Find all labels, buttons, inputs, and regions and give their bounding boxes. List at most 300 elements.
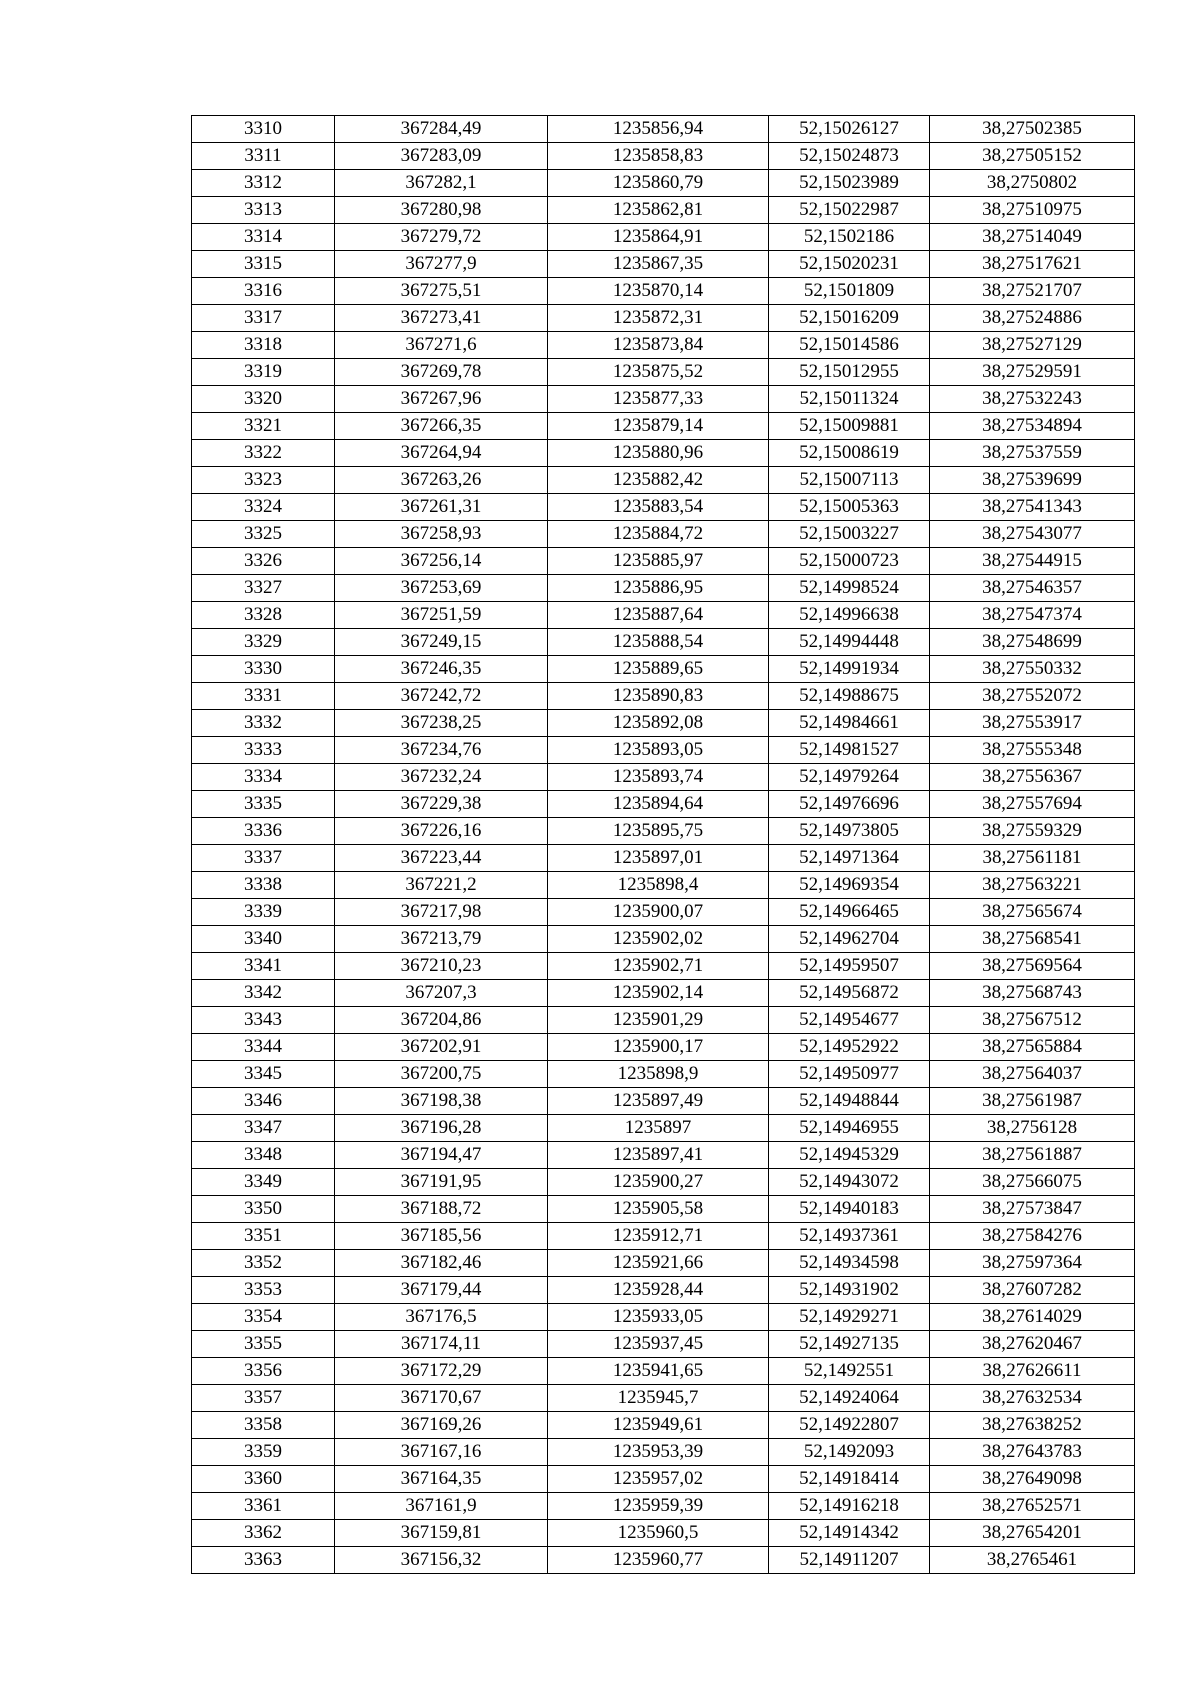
latitude-cell: 52,14916218 — [769, 1493, 930, 1520]
longitude-cell: 38,27505152 — [930, 143, 1135, 170]
table-row — [192, 1547, 1135, 1574]
table-row — [192, 710, 1135, 737]
point-number-cell: 3354 — [192, 1304, 335, 1331]
longitude-cell: 38,27550332 — [930, 656, 1135, 683]
y-coordinate-cell: 1235873,84 — [548, 332, 769, 359]
x-coordinate-cell: 367284,49 — [335, 116, 548, 143]
longitude-cell: 38,27527129 — [930, 332, 1135, 359]
y-coordinate-cell: 1235888,54 — [548, 629, 769, 656]
latitude-cell: 52,15022987 — [769, 197, 930, 224]
table-row — [192, 764, 1135, 791]
y-coordinate-cell: 1235900,07 — [548, 899, 769, 926]
point-number-cell: 3310 — [192, 116, 335, 143]
latitude-cell: 52,15000723 — [769, 548, 930, 575]
table-row — [192, 683, 1135, 710]
table-row — [192, 656, 1135, 683]
point-number-cell: 3336 — [192, 818, 335, 845]
table-row — [192, 494, 1135, 521]
table-row — [192, 170, 1135, 197]
table-row — [192, 467, 1135, 494]
point-number-cell: 3335 — [192, 791, 335, 818]
table-row — [192, 1034, 1135, 1061]
x-coordinate-cell: 367271,6 — [335, 332, 548, 359]
latitude-cell: 52,15020231 — [769, 251, 930, 278]
longitude-cell: 38,27510975 — [930, 197, 1135, 224]
longitude-cell: 38,27553917 — [930, 710, 1135, 737]
longitude-cell: 38,27539699 — [930, 467, 1135, 494]
table-row — [192, 440, 1135, 467]
y-coordinate-cell: 1235897,41 — [548, 1142, 769, 1169]
table-row — [192, 602, 1135, 629]
x-coordinate-cell: 367194,47 — [335, 1142, 548, 1169]
longitude-cell: 38,27638252 — [930, 1412, 1135, 1439]
latitude-cell: 52,14971364 — [769, 845, 930, 872]
table-row — [192, 1169, 1135, 1196]
x-coordinate-cell: 367196,28 — [335, 1115, 548, 1142]
point-number-cell: 3314 — [192, 224, 335, 251]
point-number-cell: 3329 — [192, 629, 335, 656]
point-number-cell: 3339 — [192, 899, 335, 926]
latitude-cell: 52,14911207 — [769, 1547, 930, 1574]
latitude-cell: 52,14976696 — [769, 791, 930, 818]
longitude-cell: 38,27561887 — [930, 1142, 1135, 1169]
x-coordinate-cell: 367256,14 — [335, 548, 548, 575]
x-coordinate-cell: 367229,38 — [335, 791, 548, 818]
point-number-cell: 3340 — [192, 926, 335, 953]
longitude-cell: 38,27534894 — [930, 413, 1135, 440]
latitude-cell: 52,15012955 — [769, 359, 930, 386]
x-coordinate-cell: 367185,56 — [335, 1223, 548, 1250]
x-coordinate-cell: 367210,23 — [335, 953, 548, 980]
table-row — [192, 899, 1135, 926]
point-number-cell: 3332 — [192, 710, 335, 737]
x-coordinate-cell: 367263,26 — [335, 467, 548, 494]
latitude-cell: 52,14991934 — [769, 656, 930, 683]
latitude-cell: 52,14962704 — [769, 926, 930, 953]
y-coordinate-cell: 1235890,83 — [548, 683, 769, 710]
point-number-cell: 3348 — [192, 1142, 335, 1169]
table-row — [192, 143, 1135, 170]
x-coordinate-cell: 367223,44 — [335, 845, 548, 872]
point-number-cell: 3352 — [192, 1250, 335, 1277]
y-coordinate-cell: 1235870,14 — [548, 278, 769, 305]
x-coordinate-cell: 367217,98 — [335, 899, 548, 926]
x-coordinate-cell: 367232,24 — [335, 764, 548, 791]
latitude-cell: 52,14994448 — [769, 629, 930, 656]
table-row — [192, 305, 1135, 332]
table-row — [192, 359, 1135, 386]
longitude-cell: 38,27559329 — [930, 818, 1135, 845]
longitude-cell: 38,27555348 — [930, 737, 1135, 764]
latitude-cell: 52,14954677 — [769, 1007, 930, 1034]
latitude-cell: 52,14988675 — [769, 683, 930, 710]
point-number-cell: 3363 — [192, 1547, 335, 1574]
point-number-cell: 3362 — [192, 1520, 335, 1547]
y-coordinate-cell: 1235862,81 — [548, 197, 769, 224]
point-number-cell: 3331 — [192, 683, 335, 710]
y-coordinate-cell: 1235957,02 — [548, 1466, 769, 1493]
longitude-cell: 38,27568541 — [930, 926, 1135, 953]
table-row — [192, 1520, 1135, 1547]
y-coordinate-cell: 1235900,17 — [548, 1034, 769, 1061]
latitude-cell: 52,14918414 — [769, 1466, 930, 1493]
latitude-cell: 52,14945329 — [769, 1142, 930, 1169]
x-coordinate-cell: 367172,29 — [335, 1358, 548, 1385]
y-coordinate-cell: 1235902,71 — [548, 953, 769, 980]
longitude-cell: 38,27521707 — [930, 278, 1135, 305]
longitude-cell: 38,27649098 — [930, 1466, 1135, 1493]
latitude-cell: 52,14924064 — [769, 1385, 930, 1412]
table-row — [192, 386, 1135, 413]
table-row — [192, 1007, 1135, 1034]
x-coordinate-cell: 367164,35 — [335, 1466, 548, 1493]
point-number-cell: 3322 — [192, 440, 335, 467]
table-row — [192, 548, 1135, 575]
x-coordinate-cell: 367242,72 — [335, 683, 548, 710]
longitude-cell: 38,2765461 — [930, 1547, 1135, 1574]
point-number-cell: 3334 — [192, 764, 335, 791]
x-coordinate-cell: 367198,38 — [335, 1088, 548, 1115]
table-row — [192, 197, 1135, 224]
y-coordinate-cell: 1235960,77 — [548, 1547, 769, 1574]
point-number-cell: 3343 — [192, 1007, 335, 1034]
y-coordinate-cell: 1235902,14 — [548, 980, 769, 1007]
y-coordinate-cell: 1235875,52 — [548, 359, 769, 386]
latitude-cell: 52,14922807 — [769, 1412, 930, 1439]
latitude-cell: 52,14959507 — [769, 953, 930, 980]
x-coordinate-cell: 367179,44 — [335, 1277, 548, 1304]
point-number-cell: 3327 — [192, 575, 335, 602]
longitude-cell: 38,27557694 — [930, 791, 1135, 818]
point-number-cell: 3346 — [192, 1088, 335, 1115]
longitude-cell: 38,27565884 — [930, 1034, 1135, 1061]
longitude-cell: 38,27541343 — [930, 494, 1135, 521]
point-number-cell: 3359 — [192, 1439, 335, 1466]
y-coordinate-cell: 1235941,65 — [548, 1358, 769, 1385]
x-coordinate-cell: 367264,94 — [335, 440, 548, 467]
point-number-cell: 3328 — [192, 602, 335, 629]
point-number-cell: 3345 — [192, 1061, 335, 1088]
longitude-cell: 38,27566075 — [930, 1169, 1135, 1196]
table-row — [192, 116, 1135, 143]
point-number-cell: 3344 — [192, 1034, 335, 1061]
point-number-cell: 3317 — [192, 305, 335, 332]
x-coordinate-cell: 367261,31 — [335, 494, 548, 521]
latitude-cell: 52,14940183 — [769, 1196, 930, 1223]
latitude-cell: 52,15008619 — [769, 440, 930, 467]
y-coordinate-cell: 1235858,83 — [548, 143, 769, 170]
table-row — [192, 1331, 1135, 1358]
point-number-cell: 3320 — [192, 386, 335, 413]
x-coordinate-cell: 367221,2 — [335, 872, 548, 899]
latitude-cell: 52,14981527 — [769, 737, 930, 764]
point-number-cell: 3325 — [192, 521, 335, 548]
x-coordinate-cell: 367273,41 — [335, 305, 548, 332]
latitude-cell: 52,15011324 — [769, 386, 930, 413]
x-coordinate-cell: 367191,95 — [335, 1169, 548, 1196]
latitude-cell: 52,14946955 — [769, 1115, 930, 1142]
y-coordinate-cell: 1235897,49 — [548, 1088, 769, 1115]
point-number-cell: 3337 — [192, 845, 335, 872]
point-number-cell: 3330 — [192, 656, 335, 683]
table-row — [192, 980, 1135, 1007]
table-row — [192, 278, 1135, 305]
longitude-cell: 38,27561181 — [930, 845, 1135, 872]
table-row — [192, 575, 1135, 602]
table-row — [192, 1385, 1135, 1412]
latitude-cell: 52,14966465 — [769, 899, 930, 926]
latitude-cell: 52,14969354 — [769, 872, 930, 899]
point-number-cell: 3319 — [192, 359, 335, 386]
point-number-cell: 3321 — [192, 413, 335, 440]
x-coordinate-cell: 367207,3 — [335, 980, 548, 1007]
latitude-cell: 52,14937361 — [769, 1223, 930, 1250]
longitude-cell: 38,27567512 — [930, 1007, 1135, 1034]
y-coordinate-cell: 1235872,31 — [548, 305, 769, 332]
x-coordinate-cell: 367279,72 — [335, 224, 548, 251]
y-coordinate-cell: 1235885,97 — [548, 548, 769, 575]
x-coordinate-cell: 367202,91 — [335, 1034, 548, 1061]
longitude-cell: 38,27561987 — [930, 1088, 1135, 1115]
point-number-cell: 3342 — [192, 980, 335, 1007]
x-coordinate-cell: 367249,15 — [335, 629, 548, 656]
longitude-cell: 38,27546357 — [930, 575, 1135, 602]
table-row — [192, 1223, 1135, 1250]
x-coordinate-cell: 367238,25 — [335, 710, 548, 737]
table-row — [192, 1088, 1135, 1115]
y-coordinate-cell: 1235960,5 — [548, 1520, 769, 1547]
latitude-cell: 52,14934598 — [769, 1250, 930, 1277]
latitude-cell: 52,1501809 — [769, 278, 930, 305]
longitude-cell: 38,27565674 — [930, 899, 1135, 926]
longitude-cell: 38,27537559 — [930, 440, 1135, 467]
point-number-cell: 3356 — [192, 1358, 335, 1385]
point-number-cell: 3349 — [192, 1169, 335, 1196]
longitude-cell: 38,2756128 — [930, 1115, 1135, 1142]
point-number-cell: 3338 — [192, 872, 335, 899]
y-coordinate-cell: 1235895,75 — [548, 818, 769, 845]
x-coordinate-cell: 367156,32 — [335, 1547, 548, 1574]
x-coordinate-cell: 367182,46 — [335, 1250, 548, 1277]
x-coordinate-cell: 367200,75 — [335, 1061, 548, 1088]
y-coordinate-cell: 1235959,39 — [548, 1493, 769, 1520]
longitude-cell: 38,27597364 — [930, 1250, 1135, 1277]
x-coordinate-cell: 367275,51 — [335, 278, 548, 305]
y-coordinate-cell: 1235879,14 — [548, 413, 769, 440]
y-coordinate-cell: 1235884,72 — [548, 521, 769, 548]
y-coordinate-cell: 1235886,95 — [548, 575, 769, 602]
table-row — [192, 818, 1135, 845]
table-row — [192, 1304, 1135, 1331]
table-row — [192, 1250, 1135, 1277]
y-coordinate-cell: 1235897,01 — [548, 845, 769, 872]
coordinates-table-body — [192, 116, 1135, 1574]
latitude-cell: 52,14973805 — [769, 818, 930, 845]
table-row — [192, 1358, 1135, 1385]
y-coordinate-cell: 1235883,54 — [548, 494, 769, 521]
latitude-cell: 52,14996638 — [769, 602, 930, 629]
longitude-cell: 38,27544915 — [930, 548, 1135, 575]
latitude-cell: 52,15009881 — [769, 413, 930, 440]
latitude-cell: 52,15014586 — [769, 332, 930, 359]
x-coordinate-cell: 367282,1 — [335, 170, 548, 197]
latitude-cell: 52,14929271 — [769, 1304, 930, 1331]
latitude-cell: 52,15023989 — [769, 170, 930, 197]
latitude-cell: 52,15026127 — [769, 116, 930, 143]
longitude-cell: 38,27607282 — [930, 1277, 1135, 1304]
latitude-cell: 52,14956872 — [769, 980, 930, 1007]
longitude-cell: 38,27614029 — [930, 1304, 1135, 1331]
x-coordinate-cell: 367258,93 — [335, 521, 548, 548]
table-row — [192, 224, 1135, 251]
latitude-cell: 52,14950977 — [769, 1061, 930, 1088]
y-coordinate-cell: 1235898,4 — [548, 872, 769, 899]
y-coordinate-cell: 1235905,58 — [548, 1196, 769, 1223]
x-coordinate-cell: 367174,11 — [335, 1331, 548, 1358]
x-coordinate-cell: 367266,35 — [335, 413, 548, 440]
table-row — [192, 737, 1135, 764]
x-coordinate-cell: 367188,72 — [335, 1196, 548, 1223]
y-coordinate-cell: 1235901,29 — [548, 1007, 769, 1034]
longitude-cell: 38,27643783 — [930, 1439, 1135, 1466]
x-coordinate-cell: 367167,16 — [335, 1439, 548, 1466]
point-number-cell: 3361 — [192, 1493, 335, 1520]
y-coordinate-cell: 1235937,45 — [548, 1331, 769, 1358]
longitude-cell: 38,27573847 — [930, 1196, 1135, 1223]
longitude-cell: 38,27626611 — [930, 1358, 1135, 1385]
y-coordinate-cell: 1235949,61 — [548, 1412, 769, 1439]
point-number-cell: 3351 — [192, 1223, 335, 1250]
latitude-cell: 52,14984661 — [769, 710, 930, 737]
latitude-cell: 52,1492093 — [769, 1439, 930, 1466]
x-coordinate-cell: 367246,35 — [335, 656, 548, 683]
longitude-cell: 38,27564037 — [930, 1061, 1135, 1088]
latitude-cell: 52,14979264 — [769, 764, 930, 791]
y-coordinate-cell: 1235898,9 — [548, 1061, 769, 1088]
y-coordinate-cell: 1235892,08 — [548, 710, 769, 737]
y-coordinate-cell: 1235894,64 — [548, 791, 769, 818]
longitude-cell: 38,27569564 — [930, 953, 1135, 980]
y-coordinate-cell: 1235887,64 — [548, 602, 769, 629]
y-coordinate-cell: 1235880,96 — [548, 440, 769, 467]
longitude-cell: 38,27514049 — [930, 224, 1135, 251]
y-coordinate-cell: 1235877,33 — [548, 386, 769, 413]
longitude-cell: 38,27568743 — [930, 980, 1135, 1007]
y-coordinate-cell: 1235860,79 — [548, 170, 769, 197]
table-row — [192, 791, 1135, 818]
table-row — [192, 521, 1135, 548]
table-row — [192, 332, 1135, 359]
y-coordinate-cell: 1235893,05 — [548, 737, 769, 764]
table-row — [192, 1412, 1135, 1439]
longitude-cell: 38,27563221 — [930, 872, 1135, 899]
table-row — [192, 872, 1135, 899]
latitude-cell: 52,14931902 — [769, 1277, 930, 1304]
y-coordinate-cell: 1235900,27 — [548, 1169, 769, 1196]
latitude-cell: 52,15005363 — [769, 494, 930, 521]
table-row — [192, 1142, 1135, 1169]
longitude-cell: 38,27532243 — [930, 386, 1135, 413]
x-coordinate-cell: 367226,16 — [335, 818, 548, 845]
point-number-cell: 3315 — [192, 251, 335, 278]
y-coordinate-cell: 1235933,05 — [548, 1304, 769, 1331]
longitude-cell: 38,27517621 — [930, 251, 1135, 278]
x-coordinate-cell: 367283,09 — [335, 143, 548, 170]
longitude-cell: 38,27620467 — [930, 1331, 1135, 1358]
longitude-cell: 38,27552072 — [930, 683, 1135, 710]
point-number-cell: 3311 — [192, 143, 335, 170]
x-coordinate-cell: 367269,78 — [335, 359, 548, 386]
table-row — [192, 1196, 1135, 1223]
x-coordinate-cell: 367277,9 — [335, 251, 548, 278]
longitude-cell: 38,27654201 — [930, 1520, 1135, 1547]
x-coordinate-cell: 367253,69 — [335, 575, 548, 602]
point-number-cell: 3312 — [192, 170, 335, 197]
x-coordinate-cell: 367213,79 — [335, 926, 548, 953]
y-coordinate-cell: 1235889,65 — [548, 656, 769, 683]
point-number-cell: 3316 — [192, 278, 335, 305]
x-coordinate-cell: 367267,96 — [335, 386, 548, 413]
point-number-cell: 3360 — [192, 1466, 335, 1493]
y-coordinate-cell: 1235953,39 — [548, 1439, 769, 1466]
point-number-cell: 3341 — [192, 953, 335, 980]
longitude-cell: 38,27584276 — [930, 1223, 1135, 1250]
point-number-cell: 3323 — [192, 467, 335, 494]
latitude-cell: 52,15016209 — [769, 305, 930, 332]
y-coordinate-cell: 1235882,42 — [548, 467, 769, 494]
x-coordinate-cell: 367204,86 — [335, 1007, 548, 1034]
table-row — [192, 413, 1135, 440]
point-number-cell: 3324 — [192, 494, 335, 521]
point-number-cell: 3313 — [192, 197, 335, 224]
latitude-cell: 52,1502186 — [769, 224, 930, 251]
table-row — [192, 629, 1135, 656]
longitude-cell: 38,27632534 — [930, 1385, 1135, 1412]
table-row — [192, 251, 1135, 278]
coordinates-table — [191, 115, 1135, 1574]
point-number-cell: 3357 — [192, 1385, 335, 1412]
point-number-cell: 3355 — [192, 1331, 335, 1358]
table-row — [192, 1115, 1135, 1142]
x-coordinate-cell: 367159,81 — [335, 1520, 548, 1547]
longitude-cell: 38,2750802 — [930, 170, 1135, 197]
latitude-cell: 52,14952922 — [769, 1034, 930, 1061]
latitude-cell: 52,15024873 — [769, 143, 930, 170]
x-coordinate-cell: 367280,98 — [335, 197, 548, 224]
point-number-cell: 3353 — [192, 1277, 335, 1304]
y-coordinate-cell: 1235867,35 — [548, 251, 769, 278]
x-coordinate-cell: 367251,59 — [335, 602, 548, 629]
x-coordinate-cell: 367169,26 — [335, 1412, 548, 1439]
x-coordinate-cell: 367176,5 — [335, 1304, 548, 1331]
table-row — [192, 1493, 1135, 1520]
table-row — [192, 953, 1135, 980]
x-coordinate-cell: 367161,9 — [335, 1493, 548, 1520]
y-coordinate-cell: 1235893,74 — [548, 764, 769, 791]
point-number-cell: 3333 — [192, 737, 335, 764]
longitude-cell: 38,27543077 — [930, 521, 1135, 548]
y-coordinate-cell: 1235928,44 — [548, 1277, 769, 1304]
y-coordinate-cell: 1235921,66 — [548, 1250, 769, 1277]
table-row — [192, 845, 1135, 872]
longitude-cell: 38,27652571 — [930, 1493, 1135, 1520]
table-row — [192, 1439, 1135, 1466]
y-coordinate-cell: 1235945,7 — [548, 1385, 769, 1412]
latitude-cell: 52,14943072 — [769, 1169, 930, 1196]
longitude-cell: 38,27502385 — [930, 116, 1135, 143]
longitude-cell: 38,27524886 — [930, 305, 1135, 332]
longitude-cell: 38,27556367 — [930, 764, 1135, 791]
